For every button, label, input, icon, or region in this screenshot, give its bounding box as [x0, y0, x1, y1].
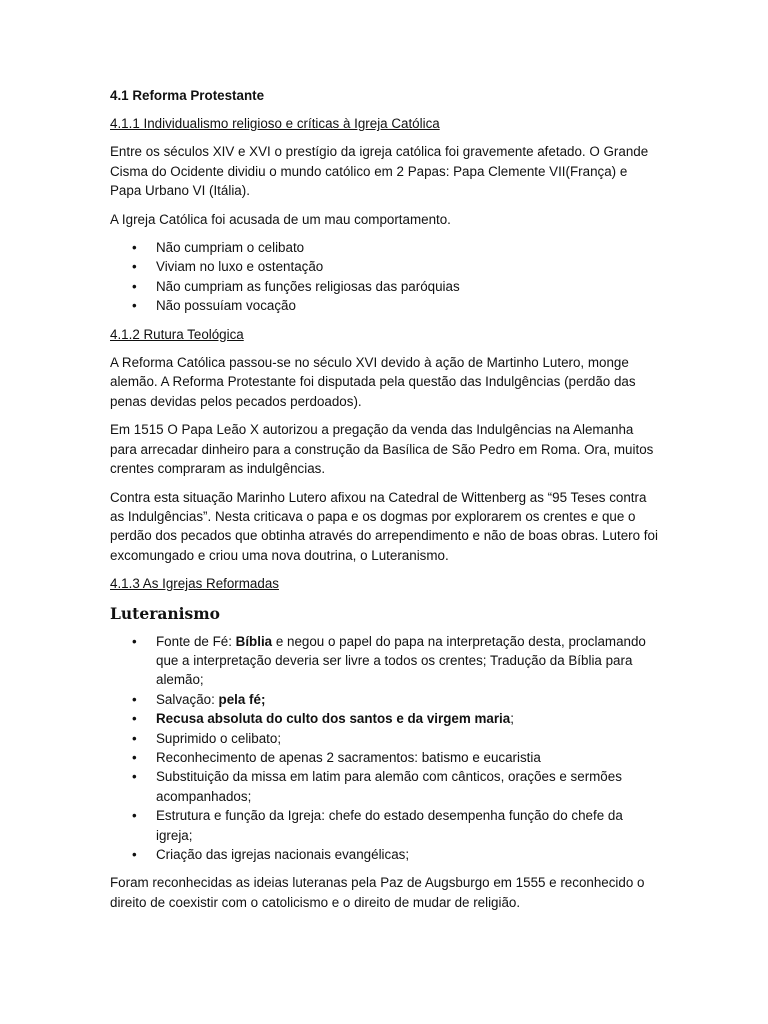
list-item: [110, 748, 660, 767]
bullet-icon: •: [132, 278, 137, 294]
list-item: [110, 296, 660, 315]
paragraph: A Reforma Católica passou-se no século XVI devido à ação de Martinho Lutero, monge alemão. A Reforma Protestante foi disputada pela questão das Indulgências (perdão das penas devidas pelos pecados perdoados).: [110, 355, 636, 409]
bullet-icon: •: [132, 633, 137, 649]
bullet-icon: •: [132, 847, 137, 862]
bullet-icon: •: [132, 769, 137, 785]
bullet-icon: •: [132, 808, 137, 824]
list-item-text: Substituição da missa em latim para alemão com cânticos, orações e sermões acompanhados;: [156, 769, 622, 804]
criticism-list: [110, 238, 660, 316]
subsection-heading-rutura: 4.1.2 Rutura Teológica: [110, 326, 244, 342]
list-item-text: Não cumpriam as funções religiosas das paróquias: [156, 278, 460, 294]
bullet-icon: •: [132, 298, 137, 314]
bullet-icon: •: [132, 749, 137, 765]
paragraph: A Igreja Católica foi acusada de um mau comportamento.: [110, 211, 451, 227]
list-item-text: Salvação:: [156, 691, 219, 707]
paragraph: Entre os séculos XIV e XVI o prestígio da igreja católica foi gravemente afetado. O Grande Cisma do Ocidente dividiu o mundo católico em 2 Papas: Papa Clemente VII(França) e Papa Urbano VI (Itália).: [110, 144, 649, 199]
emphasis-text: Bíblia: [235, 633, 273, 649]
list-item: [110, 845, 660, 864]
list-item-text: Viviam no luxo e ostentação: [156, 259, 324, 275]
list-item-text: Reconhecimento de apenas 2 sacramentos: batismo e eucaristia: [156, 749, 541, 765]
paragraph: Contra esta situação Marinho Lutero afixou na Catedral de Wittenberg as “95 Teses contra as Indulgências”. Nesta criticava o papa e os dogmas por explorarem os crentes e que o perdão dos pecados que obtinha através do arrependimento e não de boas obras. Lutero foi excomungado e criou uma nova doutrina, o Luteranismo.: [110, 489, 658, 563]
luteranismo-list: [110, 632, 660, 865]
bullet-icon: •: [132, 259, 137, 275]
paragraph: Foram reconhecidas as ideias luteranas pela Paz de Augsburgo em 1555 e reconhecido o direito de coexistir com o catolicismo e o direito de mudar de religião.: [110, 875, 645, 910]
section-title: 4.1 Reforma Protestante: [110, 88, 265, 103]
list-item: [110, 690, 660, 709]
list-item: [110, 632, 660, 690]
paragraph: Em 1515 O Papa Leão X autorizou a pregação da venda das Indulgências na Alemanha para arrecadar dinheiro para a construção da Basílica de São Pedro em Roma. Ora, muitos crentes compraram as indulgências.: [110, 422, 654, 477]
list-item-text: Não cumpriam o celibato: [156, 240, 305, 256]
bullet-icon: •: [132, 730, 137, 746]
bullet-icon: •: [132, 240, 137, 256]
list-item: [110, 767, 660, 806]
list-item-text: Fonte de Fé:: [156, 633, 236, 649]
list-item-text: Estrutura e função da Igreja: chefe do estado desempenha função do chefe da igreja;: [156, 808, 623, 843]
list-item: [110, 277, 660, 296]
bullet-icon: •: [132, 711, 137, 727]
document-body: [110, 86, 660, 921]
list-item-text: ;: [510, 711, 514, 727]
list-item: [110, 729, 660, 748]
bullet-icon: •: [132, 691, 137, 707]
list-item: [110, 806, 660, 845]
emphasis-text: Recusa absoluta do culto dos santos e da virgem maria: [156, 711, 511, 727]
list-item-text: e negou o papel do papa na interpretação desta, proclamando que a interpretação deveria ser livre a todos os crentes; Tradução da Bíblia para alemão;: [156, 633, 646, 688]
subsection-heading-individualismo: 4.1.1 Individualismo religioso e críticas à Igreja Católica: [110, 116, 440, 131]
list-item-text: Criação das igrejas nacionais evangélicas;: [156, 847, 410, 862]
emphasis-text: pela fé;: [218, 691, 266, 707]
list-item-text: Suprimido o celibato;: [156, 730, 282, 746]
list-item: [110, 257, 660, 276]
list-item: [110, 238, 660, 257]
subsection-heading-igrejas: 4.1.3 As Igrejas Reformadas: [110, 576, 279, 592]
list-item: [110, 709, 660, 728]
luteranismo-heading: Luteranismo: [110, 603, 221, 623]
list-item-text: Não possuíam vocação: [156, 298, 296, 314]
